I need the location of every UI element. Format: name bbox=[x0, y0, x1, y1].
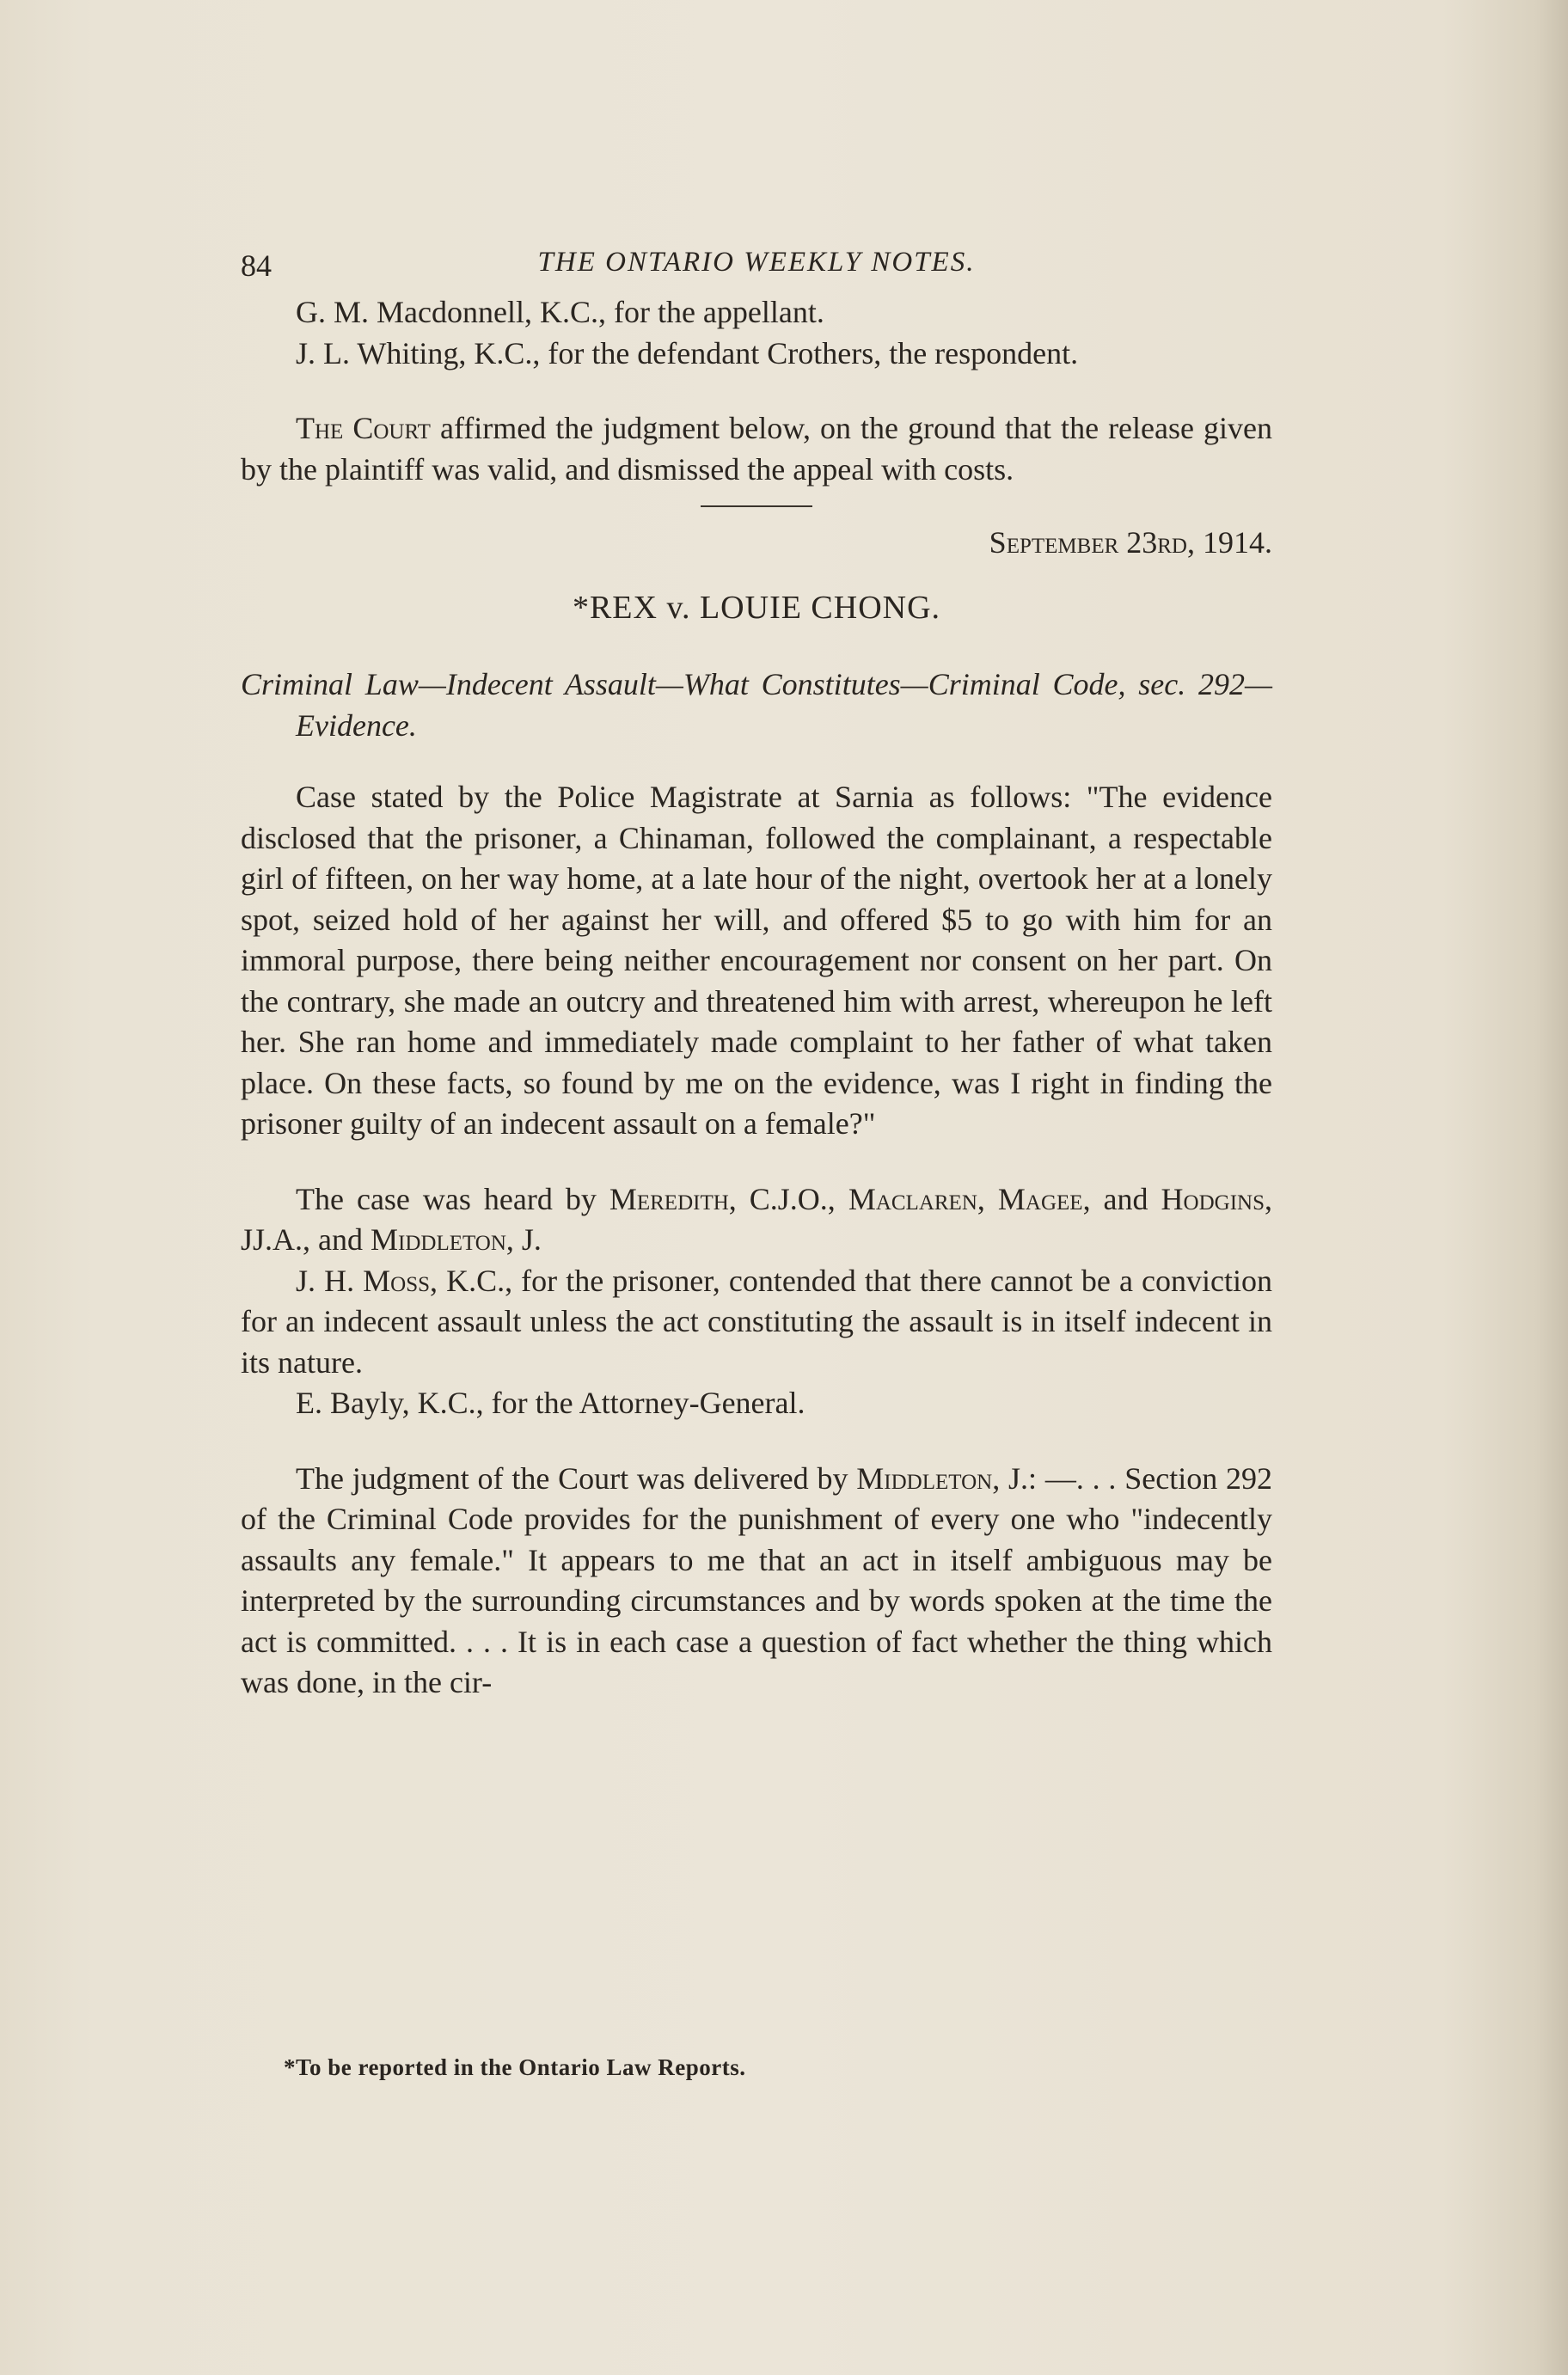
heard-by-suffix: , J. bbox=[505, 1222, 542, 1257]
counsel-prisoner bbox=[241, 1261, 1272, 1384]
court-paragraph-text: affirmed the judgment below, on the ground that the release given by the plaintiff was valid, and dismissed the appeal with costs. bbox=[241, 411, 1273, 487]
running-head: THE ONTARIO WEEKLY NOTES. bbox=[537, 247, 976, 278]
judge-middleton: Middleton bbox=[371, 1222, 506, 1257]
counsel-prisoner-name: J. H. Moss bbox=[296, 1263, 431, 1298]
court-paragraph bbox=[241, 408, 1272, 490]
judge-hodgins: Hodgins bbox=[1161, 1181, 1265, 1216]
judgment-paragraph bbox=[241, 1459, 1272, 1704]
case-stated-paragraph: Case stated by the Police Magistrate at Sarnia as follows: "The evidence disclosed that the prisoner, a Chinaman, followed the complainant, a respectable girl of fifteen, on her way home, at a late hour of the night, overtook her at a lonely spot, seized hold of her against her will, and offered $5 to go with him for an immoral purpose, there being neither encouragement nor consent on her part. On the contrary, she made an outcry and threatened him with arrest, whereupon he left her. She ran home and immediately made complaint to her father of what taken place. On these facts, so found by me on the evidence, was I right in finding the prisoner guilty of an indecent assault on a female?" bbox=[241, 780, 1272, 1141]
page-text bbox=[241, 232, 1272, 1704]
heard-by-paragraph bbox=[241, 1179, 1272, 1261]
judgment-intro: The judgment of the Court was delivered by bbox=[296, 1460, 848, 1496]
judgment-body: , J.: —. . . Section 292 of the Criminal Code provides for the punishment of every one who "indecently assaults any female." It appears to me that an act in itself ambiguous may be interpreted by the surrounding circumstances and by words spoken at the time the act is committed. . . . It is in each case a question of fact whether the thing which was done, in the cir- bbox=[241, 1460, 1273, 1699]
judge-magee: Magee bbox=[997, 1181, 1083, 1216]
the-court-label: The Court bbox=[296, 411, 431, 445]
counsel-respondent: J. L. Whiting, K.C., for the defendant Crothers, the respondent. bbox=[296, 335, 1079, 370]
heard-by-text-3: , JJ.A., and bbox=[241, 1181, 1272, 1257]
section-divider bbox=[701, 505, 812, 507]
heard-by-text-2: , and bbox=[1082, 1181, 1148, 1216]
page-header bbox=[241, 232, 1272, 292]
page-number: 84 bbox=[241, 248, 272, 283]
footnote: *To be reported in the Ontario Law Reports. bbox=[284, 2054, 746, 2080]
judgment-judge: Middleton bbox=[856, 1460, 993, 1496]
headnote: Criminal Law—Indecent Assault—What Constitutes—Criminal Code, sec. 292—Evidence. bbox=[241, 667, 1272, 743]
heard-by-text-1: , C.J.O., bbox=[728, 1181, 836, 1216]
counsel-attorney-general: E. Bayly, K.C., for the Attorney-General. bbox=[296, 1386, 805, 1420]
case-title: *REX v. LOUIE CHONG. bbox=[572, 589, 941, 626]
decision-date: September 23rd, 1914. bbox=[989, 525, 1272, 560]
judge-maclaren: Maclaren bbox=[848, 1181, 977, 1216]
counsel-prisoner-text: , K.C., for the prisoner, contended that there cannot be a conviction for an indecent assault unless the act constituting the assault is in itself indecent in its nature. bbox=[241, 1263, 1272, 1380]
counsel-appellant: G. M. Macdonnell, K.C., for the appellant. bbox=[296, 295, 824, 329]
judge-meredith: Meredith bbox=[609, 1181, 729, 1216]
heard-by-sep: , bbox=[977, 1181, 985, 1216]
heard-by-prefix: The case was heard by bbox=[296, 1181, 597, 1216]
